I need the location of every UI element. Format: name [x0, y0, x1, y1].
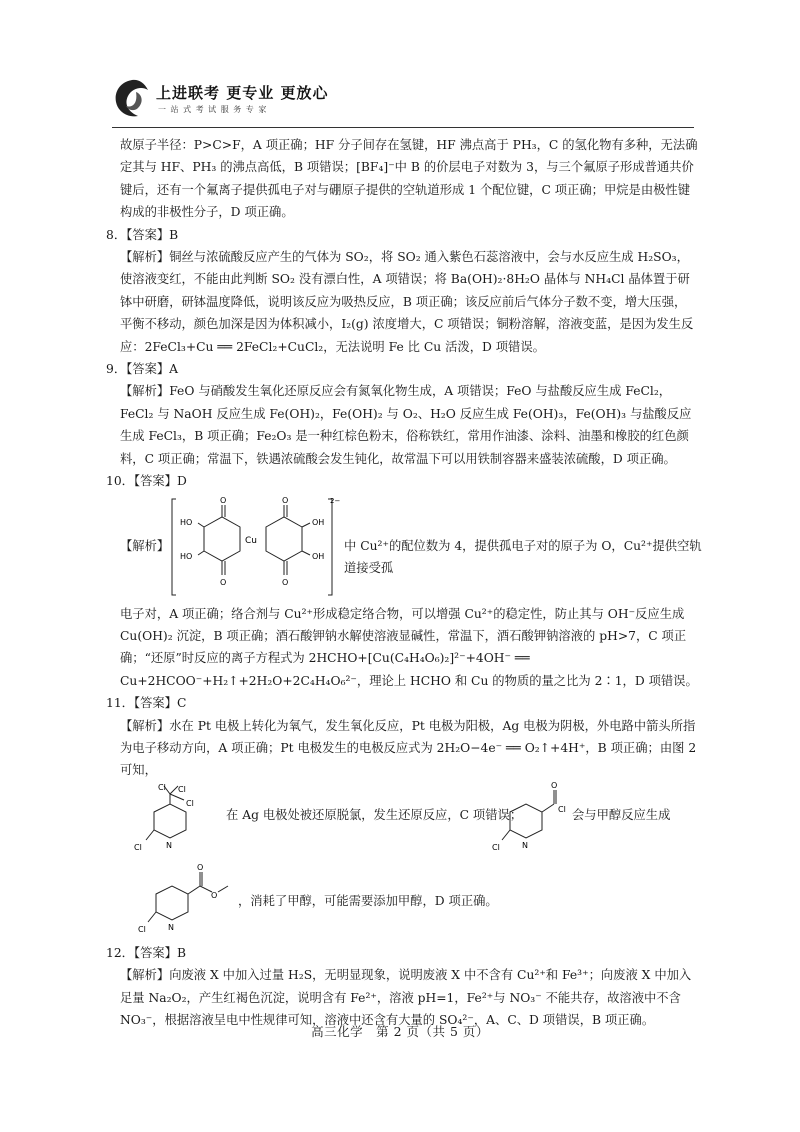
chlorine-label: Cl [158, 782, 166, 792]
q9-analysis: 【解析】FeO 与硝酸发生氧化还原反应会有氮氧化物生成，A 项错误；FeO 与盐酸反应生成 FeCl₂，FeCl₂ 与 NaOH 反应生成 Fe(OH)₂，Fe(OH)₂ 与 O₂、H₂O 反应生成 Fe(OH)₃，Fe(OH)₃ 与盐酸反应生成 FeCl₃，B 项正确；Fe₂O₃ 是一种红棕色粉末，俗称铁红，常用作油漆、涂料、油墨和橡胶的红色颜料，C 项正确；常温下，铁遇浓硫酸会发生钝化，故常温下可以用铁制容器来盛装浓硫酸，D 项正确。 [120, 384, 692, 466]
header-divider [112, 127, 694, 128]
ho-label: HO [180, 517, 193, 527]
q9-answer: 9．【答案】A [106, 362, 179, 377]
copper-label: Cu [245, 535, 257, 546]
page-footer: 高三化学 第 2 页（共 5 页） [311, 1024, 489, 1039]
oxygen-label: O [551, 781, 558, 790]
oxygen-label: O [282, 495, 289, 505]
q10-analysis-after-structure: 中 Cu²⁺的配位数为 4，提供孤电子对的原子为 O，Cu²⁺提供空轨道接受孤 [344, 538, 702, 575]
q12-analysis: 【解析】向废液 X 中加入过量 H₂S，无明显现象，说明废液 X 中不含有 Cu²⁺和 Fe³⁺；向废液 X 中加入足量 Na₂O₂，产生红褐色沉淀，说明含有 Fe²⁺，溶液 pH=1，Fe²⁺与 NO₃⁻ 不能共存，故溶液中不含 NO₃⁻，根据溶液呈电中性规律可知，溶液中还含有大量的 SO₄²⁻，A、C、D 项错误，B 项正确。 [120, 968, 692, 1027]
logo-icon [112, 78, 152, 120]
chlorine-label: Cl [558, 804, 566, 814]
ho-label: HO [180, 551, 193, 561]
q10-structure-row [106, 493, 702, 603]
chlorine-label: Cl [492, 842, 500, 852]
nitrogen-label: N [522, 840, 528, 850]
chloronicotinoyl-chloride-structure [488, 782, 568, 858]
q11-molecule1-caption: 在 Ag 电极处被还原脱氯，发生还原反应，C 项错误； [226, 807, 523, 822]
oh-label: OH [312, 517, 325, 527]
q10-analysis: 电子对，A 项正确；络合剂与 Cu²⁺形成稳定络合物，可以增强 Cu²⁺的稳定性，防止其与 OH⁻反应生成 Cu(OH)₂ 沉淀，B 项正确；酒石酸钾钠水解使溶液显碱性，常温下，酒石酸钾钠溶液的 pH>7，C 项正确；“还原”时反应的离子方程式为 2HCHO+[Cu(C₄H₄O₆)₂]²⁻+4OH⁻ ══ Cu+2HCOO⁻+H₂↑+2H₂O+2C₄H₄O₆²⁻，理论上 HCHO 和 Cu 的物质的量之比为 2∶1，D 项错误。 [120, 606, 698, 688]
nitrogen-label: N [168, 922, 174, 932]
oxygen-label: O [211, 890, 218, 900]
q10-analysis-label: 【解析】 [120, 538, 170, 553]
q11-molecule-row-2 [106, 860, 698, 942]
q11-molecule-row-1 [106, 782, 698, 860]
brand-subtitle: 一 站 式 考 试 服 务 专 家 [158, 105, 268, 114]
nitrogen-label: N [166, 840, 172, 850]
chlorine-label: Cl [178, 784, 186, 794]
q11-analysis: 【解析】水在 Pt 电极上转化为氧气，发生氧化反应，Pt 电极为阳极，Ag 电极为阴极，外电路中箭头所指为电子移动方向，A 项正确；Pt 电极发生的电极反应式为 2H₂O−4e⁻ ══ O₂↑+4H⁺，B 项正确；由图 2 可知， [120, 718, 697, 778]
oxygen-label: O [197, 862, 204, 872]
q12-answer: 12．【答案】B [106, 945, 187, 960]
chlorine-label: Cl [138, 924, 146, 934]
oxygen-label: O [220, 577, 227, 587]
q7-analysis-continued: 故原子半径：P>C>F，A 项正确；HF 分子间存在氢键，HF 沸点高于 PH₃，C 的氢化物有多种，无法确定其与 HF、PH₃ 的沸点高低，B 项错误；[BF₄]⁻中 B 的价层电子对数为 3，与三个氟原子形成普通共价键后，还有一个氟离子提供孤电子对与硼原子提供的空轨道形成 1 个配位键，C 项正确；甲烷是由极性键构成的非极性分子，D 项正确。 [120, 138, 698, 220]
oh-label: OH [312, 551, 325, 561]
answer-content [106, 134, 702, 1031]
oxygen-label: O [282, 577, 289, 587]
copper-tartrate-complex-structure [170, 493, 340, 601]
methyl-chloronicotinate-structure [134, 862, 234, 942]
trichloromethyl-chloropyridine-structure [124, 782, 220, 858]
brand-slogan: 上进联考 更专业 更放心 [156, 84, 329, 102]
chlorine-label: Cl [186, 798, 194, 808]
complex-charge-label: 2− [330, 496, 340, 505]
chlorine-label: Cl [134, 842, 142, 852]
q11-molecule2-caption: 会与甲醇反应生成 [572, 807, 671, 822]
oxygen-label: O [220, 495, 227, 505]
q11-molecule3-caption: ，消耗了甲醇，可能需要添加甲醇，D 项正确。 [238, 893, 498, 908]
q10-answer: 10．【答案】D [106, 474, 187, 489]
q11-answer: 11．【答案】C [106, 696, 187, 711]
q8-answer: 8．【答案】B [106, 227, 179, 242]
page-header [112, 78, 712, 130]
q8-analysis: 【解析】铜丝与浓硫酸反应产生的气体为 SO₂，将 SO₂ 通入紫色石蕊溶液中，会与水反应生成 H₂SO₃，使溶液变红，不能由此判断 SO₂ 没有漂白性，A 项错误；将 Ba(OH)₂·8H₂O 晶体与 NH₄Cl 晶体置于研钵中研磨，研钵温度降低，说明该反应为吸热反应，B 项正确；该反应前后气体分子数不变，增大压强，平衡不移动，颜色加深是因为体积减小，I₂(g) 浓度增大，C 项错误；铜粉溶解，溶液变蓝，是因为发生反应：2FeCl₃+Cu ══ 2FeCl₂+CuCl₂，无法说明 Fe 比 Cu 活泼，D 项错误。 [120, 250, 694, 354]
